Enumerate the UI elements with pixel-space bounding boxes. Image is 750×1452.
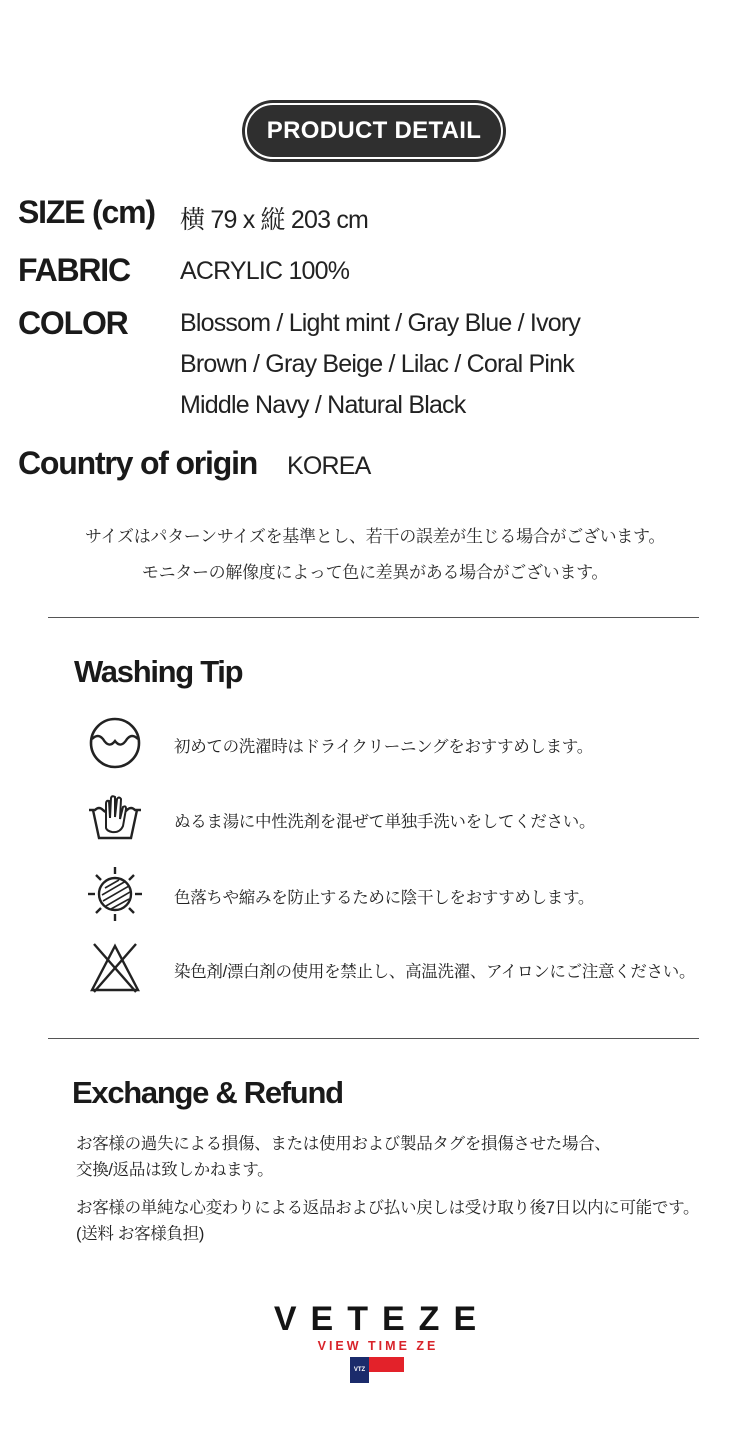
divider <box>48 1038 699 1039</box>
divider <box>48 617 699 618</box>
fabric-label: FABRIC <box>18 252 130 288</box>
size-label: SIZE (cm) <box>18 194 155 230</box>
exchange-line-2: 交換/返品は致しかねます。 <box>76 1161 274 1179</box>
brand-logo <box>0 1300 750 1353</box>
washing-tip-2: ぬるま湯に中性洗剤を混ぜて単独手洗いをしてください。 <box>174 813 596 831</box>
product-detail-title: PRODUCT DETAIL <box>245 103 503 159</box>
brand-flag-icon <box>350 1357 404 1383</box>
exchange-line-4: (送料 お客様負担) <box>76 1225 205 1243</box>
exchange-line-3: お客様の単純な心変わりによる返品および払い戻しは受け取り後7日以内に可能です。 <box>76 1199 700 1217</box>
washing-tip-title: Washing Tip <box>74 654 243 689</box>
exchange-line-1: お客様の過失による損傷、または使用および製品タグを損傷させた場合、 <box>76 1135 611 1153</box>
brand-name: VETEZE <box>273 1300 491 1338</box>
origin-value: KOREA <box>287 452 371 480</box>
washing-tip-1: 初めての洗濯時はドライクリーニングをおすすめします。 <box>174 738 593 756</box>
dry-clean-icon <box>84 712 146 774</box>
exchange-refund-title: Exchange & Refund <box>72 1075 343 1110</box>
origin-label: Country of origin <box>18 445 258 481</box>
washing-tip-4: 染色剤/漂白剤の使用を禁止し、高温洗濯、アイロンにご注意ください。 <box>174 963 696 981</box>
size-note: サイズはパターンサイズを基準とし、若干の誤差が生じる場合がございます。 <box>84 527 666 546</box>
color-note: モニターの解像度によって色に差異がある場合がございます。 <box>141 563 609 582</box>
color-line-3: Middle Navy / Natural Black <box>180 391 466 419</box>
hand-wash-icon <box>84 788 146 850</box>
no-bleach-icon <box>84 937 146 999</box>
brand-flag-label: VTZ <box>350 1357 369 1383</box>
color-label: COLOR <box>18 305 128 341</box>
color-line-1: Blossom / Light mint / Gray Blue / Ivory <box>180 309 581 337</box>
size-value: 横 79 x 縦 203 cm <box>180 206 369 234</box>
brand-tagline: VIEW TIME ZE <box>317 1339 439 1353</box>
fabric-value: ACRYLIC 100% <box>180 257 350 285</box>
brand-flag-stripe <box>369 1357 404 1372</box>
washing-tip-3: 色落ちや縮みを防止するために陰干しをおすすめします。 <box>174 889 595 907</box>
color-line-2: Brown / Gray Beige / Lilac / Coral Pink <box>180 350 574 378</box>
product-detail-badge <box>242 100 506 162</box>
shade-dry-icon <box>84 863 146 925</box>
